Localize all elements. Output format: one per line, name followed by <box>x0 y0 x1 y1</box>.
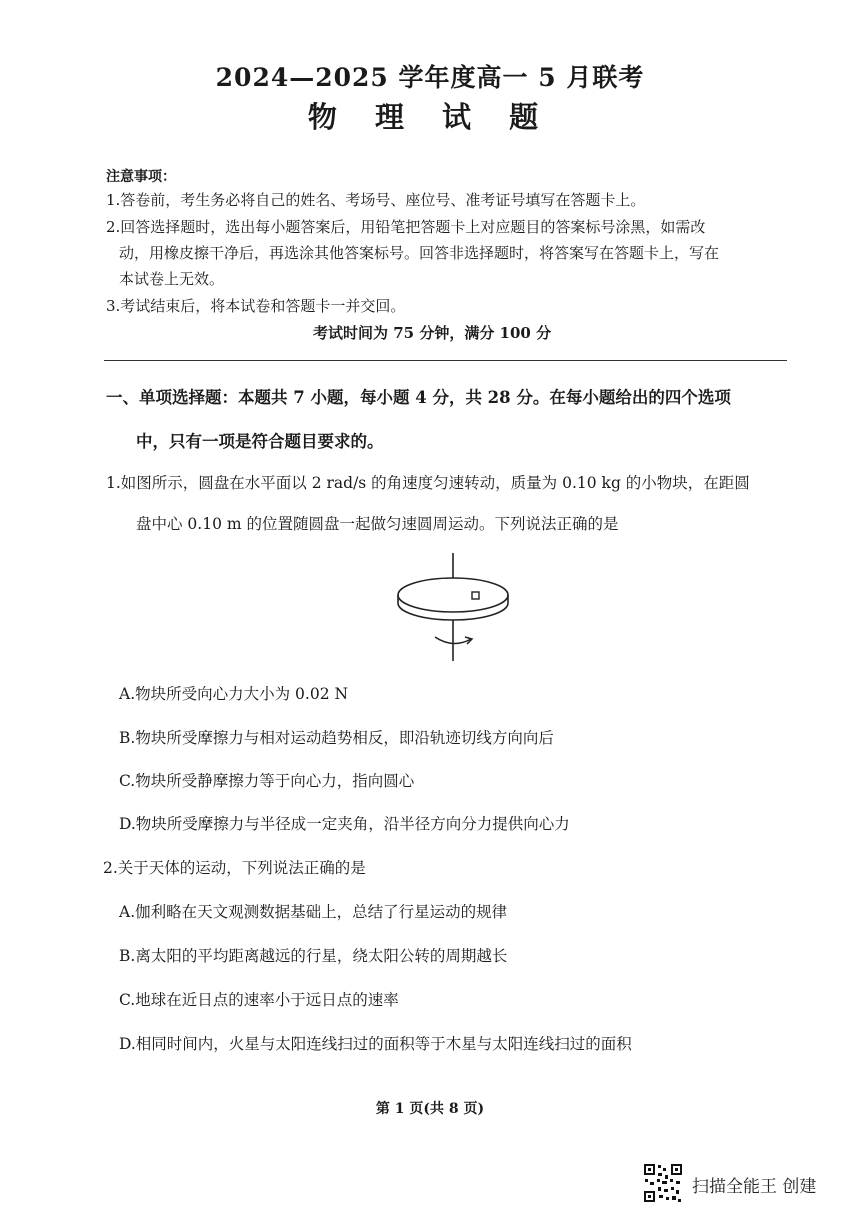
header-divider <box>104 360 787 361</box>
question-2-option-d: D.相同时间内，火星与太阳连线扫过的面积等于木星与太阳连线扫过的面积 <box>119 1035 632 1053</box>
section-1-heading-line-2: 中，只有一项是符合题目要求的。 <box>136 432 384 451</box>
qr-code-icon <box>643 1163 683 1203</box>
question-2-option-b: B.离太阳的平均距离越远的行星，绕太阳公转的周期越长 <box>119 947 508 965</box>
question-1-option-b: B.物块所受摩擦力与相对运动趋势相反，即沿轨迹切线方向向后 <box>119 729 554 747</box>
question-1-option-c: C.物块所受静摩擦力等于向心力，指向圆心 <box>119 772 415 790</box>
notice-item-3: 3.考试结束后，将本试卷和答题卡一并交回。 <box>106 297 406 315</box>
disk-top <box>398 578 508 612</box>
question-1-option-d: D.物块所受摩擦力与半径成一定夹角，沿半径方向分力提供向心力 <box>119 815 570 833</box>
exam-title: 2024—2025 学年度高一 5 月联考 <box>215 63 645 92</box>
notice-item-2-line-1: 2.回答选择题时，选出每小题答案后，用铅笔把答题卡上对应题目的答案标号涂黑，如需改 <box>106 218 706 236</box>
section-1-heading-line-1: 一、单项选择题：本题共 7 小题，每小题 4 分，共 28 分。在每小题给出的四个选项 <box>106 388 731 407</box>
notice-heading: 注意事项： <box>106 169 176 185</box>
notice-item-1: 1.答卷前，考生务必将自己的姓名、考场号、座位号、准考证号填写在答题卡上。 <box>106 191 646 209</box>
question-1-option-a: A.物块所受向心力大小为 0.02 N <box>119 685 349 703</box>
notice-item-2-line-2: 动，用橡皮擦干净后，再选涂其他答案标号。回答非选择题时，将答案写在答题卡上，写在 <box>119 244 720 262</box>
subject-title: 物 理 试 题 <box>307 100 553 134</box>
question-1-stem-line-1: 1.如图所示，圆盘在水平面以 2 rad/s 的角速度匀速转动，质量为 0.10 kg 的小物块，在距圆 <box>106 474 750 492</box>
rotating-disk-figure <box>395 553 515 663</box>
exam-time-info: 考试时间为 75 分钟，满分 100 分 <box>313 324 552 342</box>
question-1-stem-line-2: 盘中心 0.10 m 的位置随圆盘一起做匀速圆周运动。下列说法正确的是 <box>136 515 619 533</box>
page-number: 第 1 页(共 8 页) <box>375 1101 485 1117</box>
question-2-option-c: C.地球在近日点的速率小于远日点的速率 <box>119 991 399 1009</box>
small-block <box>472 592 479 599</box>
scanner-brand: 扫描全能王 创建 <box>692 1177 817 1197</box>
notice-item-2-line-3: 本试卷上无效。 <box>119 270 225 288</box>
question-2-stem: 2.关于天体的运动，下列说法正确的是 <box>103 859 366 877</box>
question-2-option-a: A.伽利略在天文观测数据基础上，总结了行星运动的规律 <box>119 903 508 921</box>
